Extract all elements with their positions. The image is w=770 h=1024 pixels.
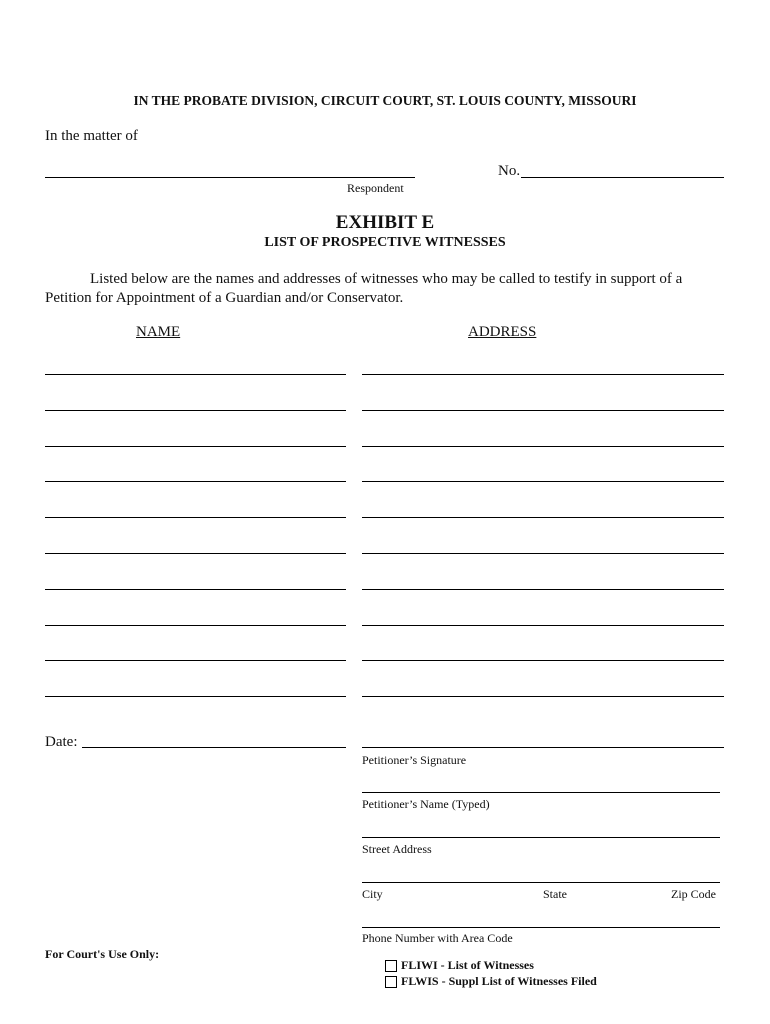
flwis-option[interactable] bbox=[385, 974, 597, 989]
witness-address-line[interactable] bbox=[362, 696, 724, 697]
witness-address-line[interactable] bbox=[362, 553, 724, 554]
city-state-zip-line[interactable] bbox=[362, 882, 720, 883]
witness-address-line[interactable] bbox=[362, 481, 724, 482]
intro-line-1: Listed below are the names and addresses of witnesses who may be called to testify in support of a bbox=[90, 271, 683, 287]
matter-label: In the matter of bbox=[45, 128, 138, 144]
witness-name-line[interactable] bbox=[45, 696, 346, 697]
witness-name-line[interactable] bbox=[45, 589, 346, 590]
phone-line[interactable] bbox=[362, 927, 720, 928]
witness-name-line[interactable] bbox=[45, 517, 346, 518]
exhibit-title: EXHIBIT E bbox=[335, 212, 435, 233]
witness-name-line[interactable] bbox=[45, 660, 346, 661]
witness-name-line[interactable] bbox=[45, 481, 346, 482]
witness-address-line[interactable] bbox=[362, 446, 724, 447]
phone-label: Phone Number with Area Code bbox=[362, 931, 513, 945]
respondent-name-line[interactable] bbox=[45, 177, 415, 178]
exhibit-subtitle: LIST OF PROSPECTIVE WITNESSES bbox=[264, 235, 506, 250]
case-number-line[interactable] bbox=[521, 177, 724, 178]
petitioner-name-line[interactable] bbox=[362, 792, 720, 793]
petitioner-name-label: Petitioner’s Name (Typed) bbox=[362, 797, 490, 811]
witness-address-line[interactable] bbox=[362, 374, 724, 375]
petitioner-signature-line[interactable] bbox=[362, 747, 724, 748]
fliwi-label: FLIWI - List of Witnesses bbox=[401, 958, 534, 972]
petitioner-signature-label: Petitioner’s Signature bbox=[362, 753, 467, 767]
date-label: Date: bbox=[45, 734, 78, 750]
court-title: IN THE PROBATE DIVISION, CIRCUIT COURT, ST. LOUIS COUNTY, MISSOURI bbox=[133, 93, 637, 108]
court-use-label: For Court's Use Only: bbox=[45, 947, 160, 961]
flwis-label: FLWIS - Suppl List of Witnesses Filed bbox=[401, 974, 597, 988]
fliwi-checkbox[interactable] bbox=[385, 960, 397, 972]
witness-name-line[interactable] bbox=[45, 410, 346, 411]
fliwi-option[interactable] bbox=[385, 958, 534, 973]
intro-line-2: Petition for Appointment of a Guardian and/or Conservator. bbox=[45, 290, 404, 306]
street-address-line[interactable] bbox=[362, 837, 720, 838]
witness-name-line[interactable] bbox=[45, 625, 346, 626]
name-column-header: NAME bbox=[136, 324, 181, 340]
state-label: State bbox=[543, 887, 567, 901]
witness-name-line[interactable] bbox=[45, 553, 346, 554]
case-number-label: No. bbox=[498, 163, 521, 179]
respondent-label: Respondent bbox=[347, 181, 404, 195]
street-address-label: Street Address bbox=[362, 842, 432, 856]
witness-address-line[interactable] bbox=[362, 660, 724, 661]
city-label: City bbox=[362, 887, 383, 901]
witness-name-line[interactable] bbox=[45, 374, 346, 375]
witness-address-line[interactable] bbox=[362, 589, 724, 590]
witness-address-line[interactable] bbox=[362, 517, 724, 518]
date-line[interactable] bbox=[82, 747, 346, 748]
witness-name-line[interactable] bbox=[45, 446, 346, 447]
witness-address-line[interactable] bbox=[362, 625, 724, 626]
witness-address-line[interactable] bbox=[362, 410, 724, 411]
flwis-checkbox[interactable] bbox=[385, 976, 397, 988]
address-column-header: ADDRESS bbox=[468, 324, 537, 340]
intro-paragraph bbox=[45, 270, 735, 308]
zip-label: Zip Code bbox=[671, 887, 716, 901]
